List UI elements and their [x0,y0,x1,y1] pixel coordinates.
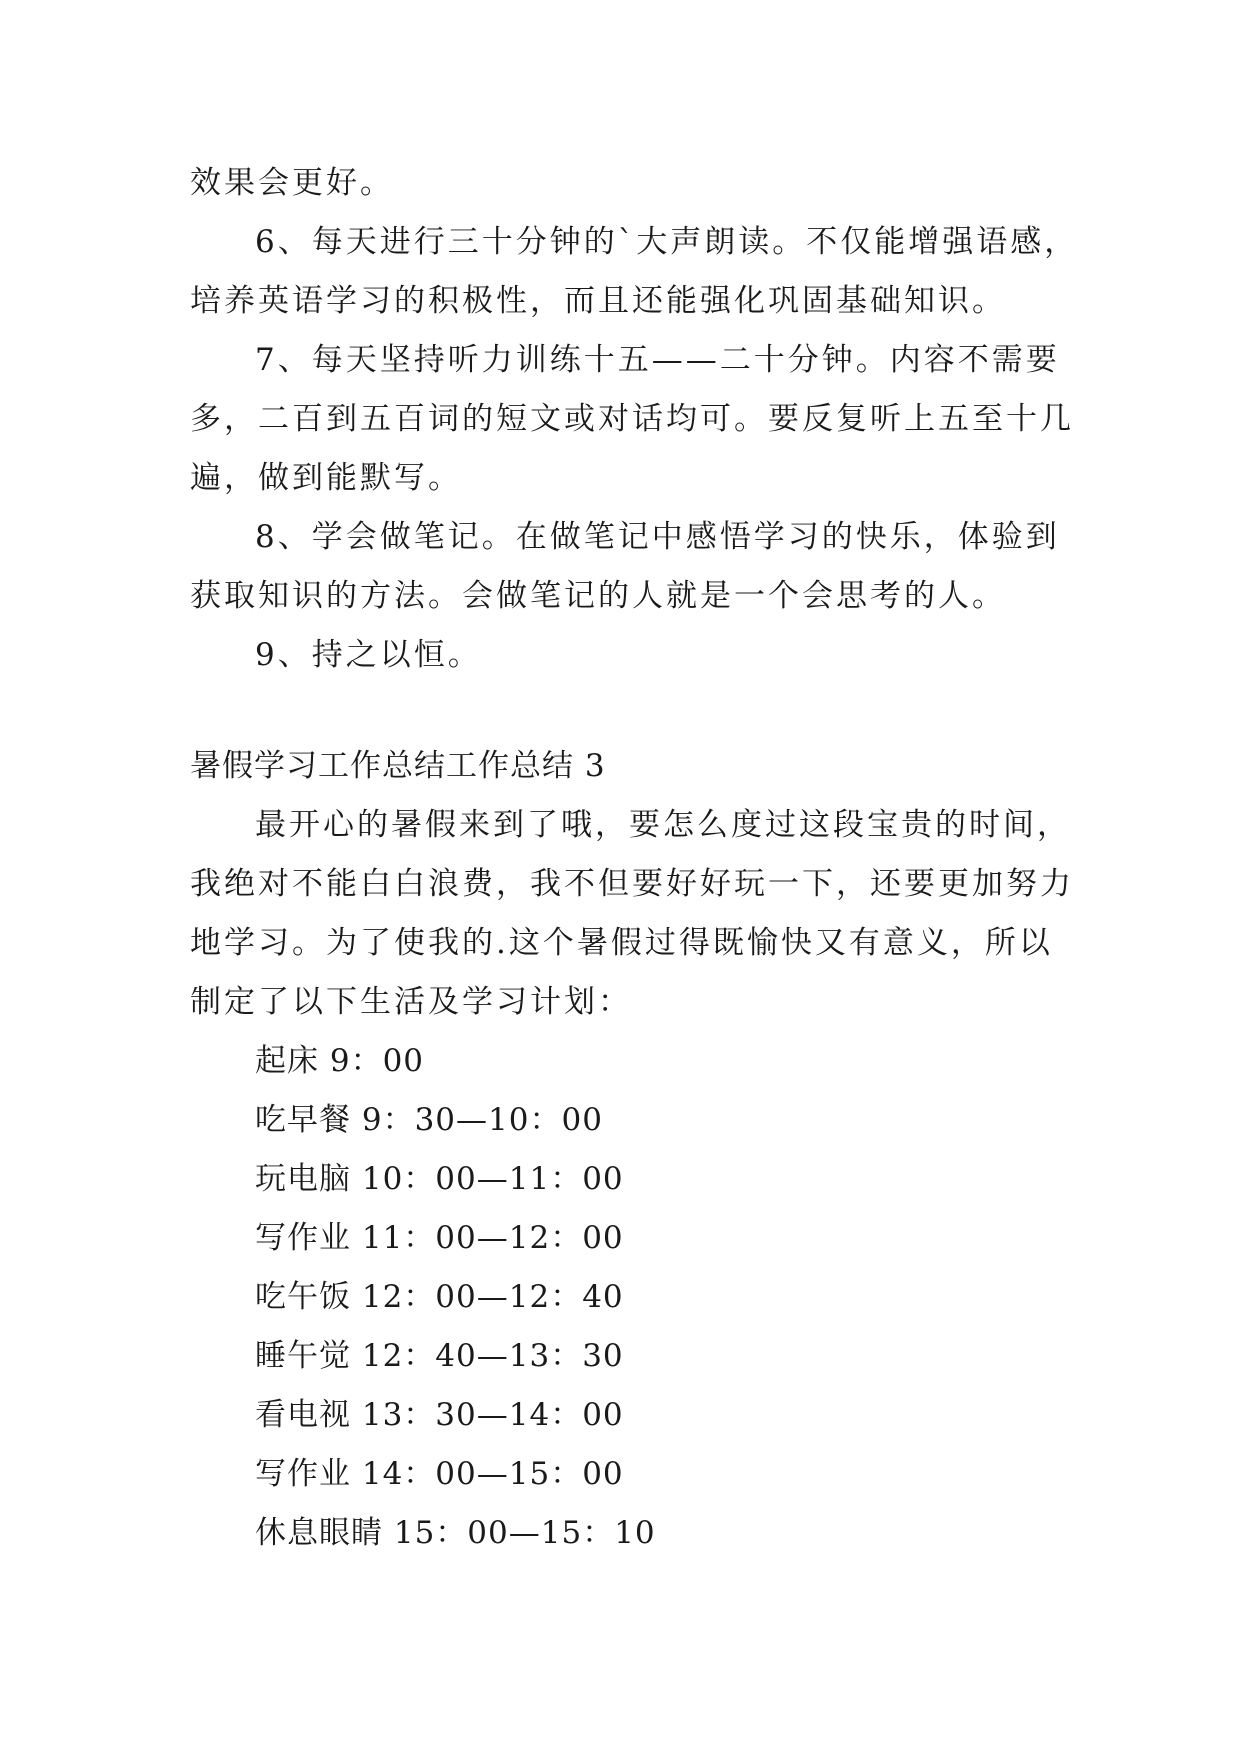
paragraph-line: 培养英语学习的积极性，而且还能强化巩固基础知识。 [190,283,1006,319]
schedule-item: 写作业 14：00—15：00 [255,1456,624,1492]
paragraph-line: 效果会更好。 [190,165,394,201]
schedule-item: 睡午觉 12：40—13：30 [255,1338,624,1374]
schedule-item: 起床 9：00 [255,1043,425,1079]
paragraph-line: 多，二百到五百词的短文或对话均可。要反复听上五至十几 [190,401,1074,437]
list-item-8: 8、学会做笔记。在做笔记中感悟学习的快乐，体验到 [255,519,1060,555]
schedule-item: 写作业 11：00—12：00 [255,1220,624,1256]
schedule-item: 玩电脑 10：00—11：00 [255,1161,624,1197]
schedule-item: 吃早餐 9：30—10：00 [255,1102,603,1138]
schedule-item: 休息眼睛 15：00—15：10 [255,1515,656,1551]
section-title: 暑假学习工作总结工作总结 3 [190,748,606,784]
list-item-9: 9、持之以恒。 [255,637,482,673]
list-item-7: 7、每天坚持听力训练十五——二十分钟。内容不需要 [255,342,1060,378]
intro-line: 制定了以下生活及学习计划： [190,984,632,1020]
schedule-item: 吃午饭 12：00—12：40 [255,1279,624,1315]
list-item-6: 6、每天进行三十分钟的`大声朗读。不仅能增强语感， [255,224,1079,260]
schedule-item: 看电视 13：30—14：00 [255,1397,624,1433]
intro-line: 地学习。为了使我的.这个暑假过得既愉快又有意义，所以 [190,925,1053,961]
paragraph-line: 遍，做到能默写。 [190,460,462,496]
intro-line: 我绝对不能白白浪费，我不但要好好玩一下，还要更加努力 [190,866,1074,902]
intro-line: 最开心的暑假来到了哦，要怎么度过这段宝贵的时间， [255,807,1071,843]
paragraph-line: 获取知识的方法。会做笔记的人就是一个会思考的人。 [190,578,1006,614]
